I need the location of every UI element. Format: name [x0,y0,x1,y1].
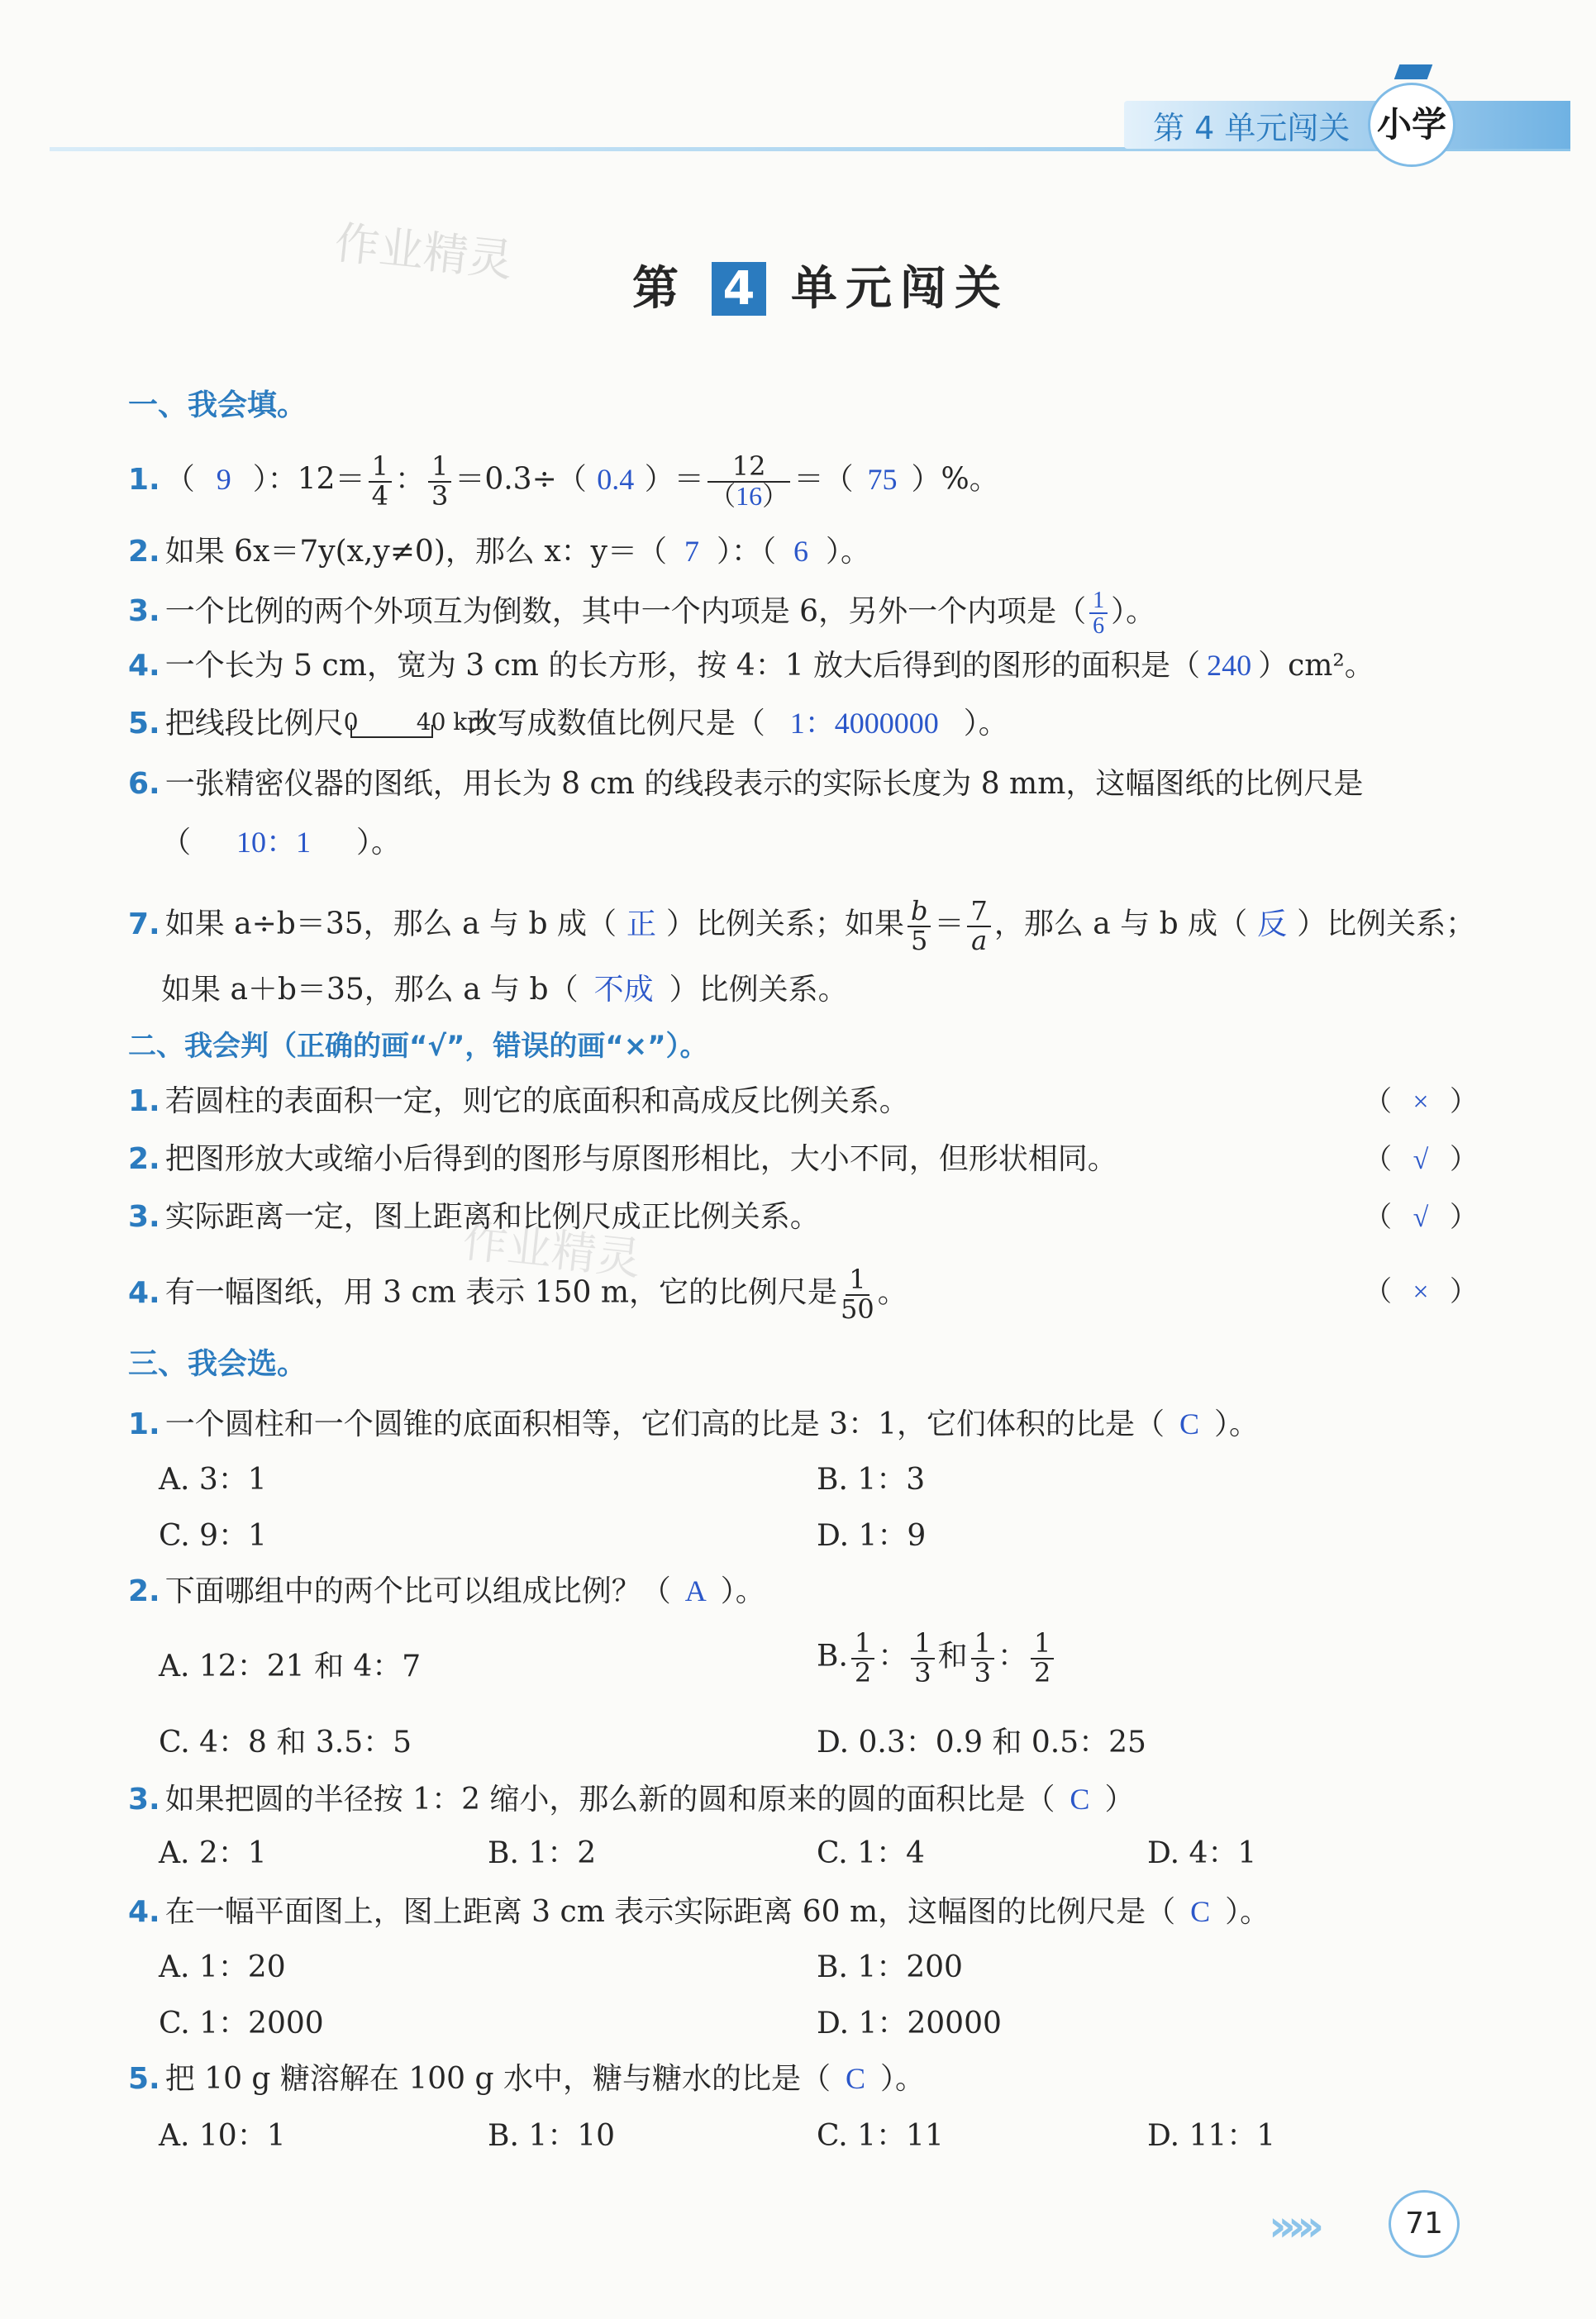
s1-q2: 2. 如果 6x＝7y(x,y≠0)，那么 x：y＝（ 7 ）：（ 6 ）。 [128,531,870,573]
graduation-cap-icon [1394,64,1433,79]
title-number: 4 [712,262,767,316]
answer: √ [1413,1145,1429,1175]
s1-q3: 3. 一个比例的两个外项互为倒数，其中一个内项是 6，另外一个内项是（ $\frac{1}{6}$ ）。 [128,588,1156,640]
option-c: C. 9：1 [159,1519,267,1553]
option-d: D. 1：9 [817,1519,927,1553]
brand-label: 小学 [1376,104,1446,145]
option-c: C. 1：11 [817,2119,944,2153]
s1-q7-line2: 如果 a＋b＝35，那么 a 与 b（ 不成 ）比例关系。 [161,969,848,1011]
s2-item-2: 2. 把图形放大或缩小后得到的图形与原图形相比，大小不同，但形状相同。 [128,1142,1117,1176]
answer: 10：1 [236,826,312,859]
s2-item-4: 4. 有一幅图纸，用 3 cm 表示 150 m，它的比例尺是 $\frac{1}{50}$ 。 [128,1264,908,1325]
option-b: B. 1：2 [488,1836,597,1870]
section1-heading: 一、我会填。 [128,388,307,422]
s3-q2: 2. 下面哪组中的两个比可以组成比例？（ A ）。 [128,1570,765,1612]
judge-paren: （ × ） [1364,1271,1478,1313]
fraction: $\frac{7}{a}$ [967,898,990,955]
answer: 75 [867,462,898,496]
option-c: C. 1：2000 [159,2007,324,2040]
option-d: D. 1：20000 [817,2007,1002,2040]
chevrons-icon: ››››› [1269,2202,1317,2251]
s1-q5: 5. 把线段比例尺 0 40 km 改写成数值比例尺是（ 1：4000000 ）。 [128,702,1008,745]
fraction: $\frac{1}{2}$ [851,1630,874,1687]
fraction: $\frac{1}{3}$ [428,453,451,510]
answer: √ [1413,1202,1429,1233]
s1-q1: 1. （ 9 ）：12＝ $\frac{1}{4}$ ： $\frac{1}{3}$ ＝0.3÷（ 0.4 ）＝ $\frac{12}{(16)}$ ＝（ 75 ）%。 [128,450,999,512]
answer: 7 [684,535,699,568]
option-b: B. 1：3 [817,1463,926,1497]
option-a: A. 12：21 和 4：7 [159,1650,422,1683]
page-number: 71 [1405,2207,1443,2240]
answer: C [1179,1407,1199,1440]
title-suffix: 单元闯关 [790,261,1009,316]
fraction: $\frac{1}{50}$ [841,1264,874,1325]
watermark: 作业精灵 [331,216,516,288]
answer: A [684,1574,707,1607]
answer: × [1413,1087,1429,1117]
s2-item-3: 3. 实际距离一定，图上距离和比例尺成正比例关系。 [128,1200,820,1234]
answer-fraction: $\frac{1}{6}$ [1089,588,1108,639]
answer: × [1413,1277,1429,1307]
option-c: C. 1：4 [817,1836,925,1870]
answer: 16 [736,480,763,511]
fraction: $\frac{1}{3}$ [911,1630,934,1687]
answer: 0.4 [597,462,635,496]
s1-q4: 4. 一个长为 5 cm，宽为 3 cm 的长方形，按 4：1 放大后得到的图形的面积是（ 240 ）cm²。 [128,645,1374,687]
s1-q6: 6. 一张精密仪器的图纸，用长为 8 cm 的线段表示的实际长度为 8 mm，这幅图纸的比例尺是 [128,767,1364,801]
fraction: $\frac{12}{(16)}$ [707,453,791,510]
header-unit-label: 第 4 单元闯关 [1153,110,1351,146]
option-b: B. 1：10 [488,2119,616,2153]
scale-bar: 0 40 km [344,708,443,745]
option-d: D. 0.3：0.9 和 0.5：25 [817,1726,1146,1759]
answer: C [1190,1895,1211,1928]
fraction: $\frac{1}{3}$ [971,1630,994,1687]
option-a: A. 2：1 [159,1836,267,1870]
answer: 1：4000000 [789,707,939,740]
s3-q4: 4. 在一幅平面图上，图上距离 3 cm 表示实际距离 60 m，这幅图的比例尺是（ C ）。 [128,1891,1270,1933]
page-number-badge [1389,2190,1460,2258]
answer: C [1070,1783,1090,1816]
page-title [632,252,1009,318]
s3-q3: 3. 如果把圆的半径按 1：2 缩小，那么新的圆和原来的圆的面积比是（ C ） [128,1779,1134,1821]
answer: 正 [626,907,656,940]
s3-q1: 1. 一个圆柱和一个圆锥的底面积相等，它们高的比是 3：1，它们体积的比是（ C ）。 [128,1403,1259,1445]
answer: 6 [793,535,808,568]
judge-paren: （ √ ） [1364,1139,1478,1181]
option-a: A. 1：20 [159,1950,286,1984]
judge-paren: （ × ） [1364,1081,1478,1123]
s1-q6-answer: （ 10：1 ）。 [161,821,401,864]
option-d: D. 4：1 [1147,1836,1257,1870]
brand-badge [1368,83,1455,167]
option-b: B. $\frac{1}{2}$ ： $\frac{1}{3}$ 和 $\frac{1}{3}$ ： $\frac{1}{2}$ [817,1630,1057,1687]
title-prefix: 第 [632,261,687,316]
s1-q7: 7. 如果 a÷b＝35，那么 a 与 b 成（ 正 ）比例关系；如果 $\frac{b}{5}$ ＝ $\frac{7}{a}$ ，那么 a 与 b 成（ 反 ）比例关系； [128,895,1476,956]
option-a: A. 10：1 [159,2119,286,2153]
section2-heading: 二、我会判（正确的画“√”，错误的画“×”）。 [128,1030,708,1063]
s2-item-1: 1. 若圆柱的表面积一定，则它的底面积和高成反比例关系。 [128,1084,909,1118]
judge-paren: （ √ ） [1364,1197,1478,1239]
fraction: $\frac{b}{5}$ [908,898,931,955]
fraction: $\frac{1}{2}$ [1031,1630,1054,1687]
option-a: A. 3：1 [159,1463,267,1497]
answer: 240 [1207,649,1252,682]
answer: 不成 [593,973,654,1006]
section3-heading: 三、我会选。 [128,1347,307,1381]
fraction: $\frac{1}{4}$ [369,453,392,510]
option-c: C. 4：8 和 3.5：5 [159,1726,412,1759]
answer: 9 [216,462,231,496]
option-d: D. 11：1 [1147,2119,1276,2153]
answer: C [846,2062,866,2095]
option-b: B. 1：200 [817,1950,963,1984]
watermark: 作业精灵 [460,1214,644,1286]
s3-q5: 5. 把 10 g 糖溶解在 100 g 水中，糖与糖水的比是（ C ）。 [128,2058,925,2100]
answer: 反 [1257,907,1288,940]
